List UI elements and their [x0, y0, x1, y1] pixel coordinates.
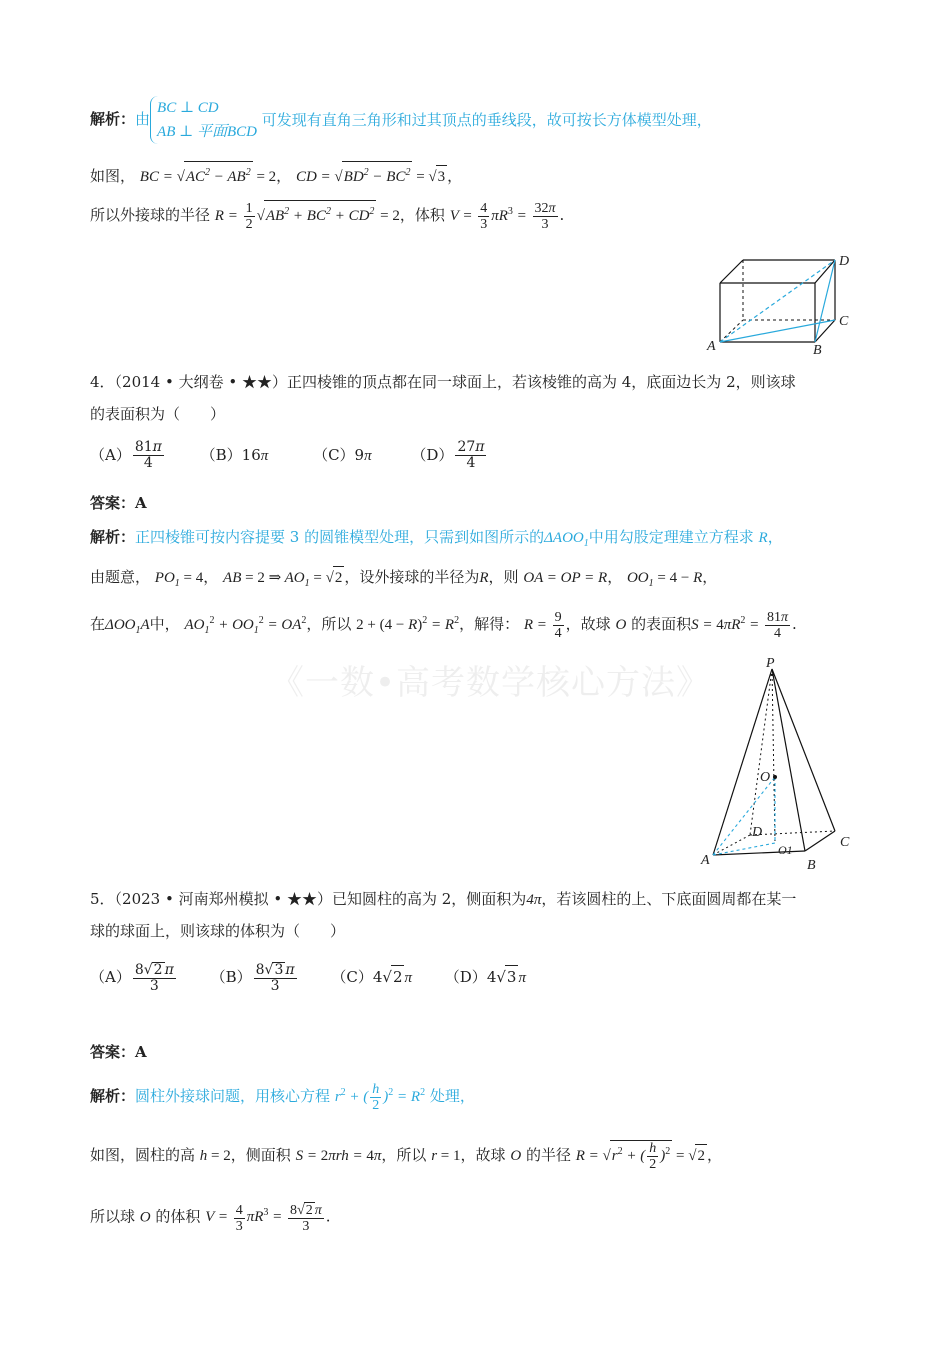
- q3-cuboid-figure: [705, 255, 855, 355]
- watermark: 《一数•高考数学核心方法》: [270, 663, 712, 703]
- q4-l1-mid: ，设外接球的半径为: [344, 568, 480, 586]
- q4-option-d: （D） $\frac{27\pi}{4}$: [411, 439, 485, 471]
- q4-label-B: B: [807, 858, 816, 870]
- q5-l2-lead: 所以球: [90, 1207, 136, 1226]
- q5-l1-mid: ，侧面积: [230, 1146, 291, 1164]
- q5-solution-line2: 如图，圆柱的高 h = 2，侧面积 S = 2πrh = 4π，所以 r = 1，故球 O 的半径 $R = √r^2$ + ( $\frac{h}{2}$ )$^2$ = √2 ，: [90, 1141, 722, 1173]
- q5-option-b: （B） $\frac{8√3 \pi}{3}$: [210, 962, 295, 994]
- q4-l2-mid3: ，解得：: [459, 615, 520, 633]
- q3-solution-line2: 如图， BC = $√AC^2 - AB^2 = 2$， CD = $√BD^2 - BC^2 = √3$ ，: [90, 161, 462, 188]
- q5-solution-line3: 所以球 O 的体积 V = $\frac{4}{3}$ $\pi R^3$ = $\frac{8√2 \pi}{3}$ .: [90, 1202, 331, 1234]
- q5-solution-label: 解析：: [90, 1087, 136, 1105]
- q3-l2-lead: 所以外接球的半径: [90, 206, 211, 224]
- q5-answer: 答案：A: [90, 1043, 147, 1061]
- q4-l2-mid4: ，故球: [565, 615, 611, 633]
- q4-hint: 正四棱锥可按内容提要 3 的圆锥模型处理，只需到如图所示的: [135, 528, 545, 546]
- q3-l1-lead: 如图，: [90, 167, 136, 185]
- q3-solution-label: 解析：: [90, 110, 136, 128]
- q5-l1-mid2: ，所以: [381, 1146, 427, 1164]
- q4-pyramid-figure: [695, 655, 865, 870]
- q4-options: [90, 440, 488, 471]
- q5-header-line1: 5．（2023 • 河南郑州模拟 • ★★）已知圆柱的高为 2，侧面积为4π，若该圆柱的上、下底面圆周都在某一: [90, 890, 797, 908]
- q5-option-c: （C）4√2 π: [331, 968, 412, 986]
- q4-header-line2: 的表面积为（ ）: [90, 405, 226, 423]
- q5-option-d: （D）4√3 π: [445, 968, 526, 986]
- q3-solution-line3: 所以外接球的半径 R = $\frac{1}{2}$ $√AB^2 + BC^2 + CD^2 = 2$，体积 V = $\frac{4}{3}$ $\pi R^3$ = $\frac{32\pi}{3}$ .: [90, 201, 565, 233]
- q5-header-line2: 球的球面上，则该球的体积为（ ）: [90, 922, 346, 940]
- q3-volume-formula: V = $\frac{4}{3}$ $\pi R^3$ = $\frac{32\pi}{3}$: [449, 201, 556, 233]
- q4-option-c: （C）9π: [313, 445, 372, 464]
- q4-l1-lead: 由题意，: [90, 568, 151, 586]
- q5-l1-lead: 如图，圆柱的高: [90, 1146, 196, 1164]
- q4-label-O1: O1: [778, 843, 793, 857]
- q3-l2-mid: ，体积: [399, 206, 445, 224]
- q5-l1-mid3: ，故球: [460, 1146, 506, 1164]
- q4-l2-mid5: 的表面积: [631, 615, 692, 633]
- q4-label-D: D: [752, 825, 763, 840]
- q5-l1-mid4: 的半径: [525, 1146, 571, 1164]
- q5-l2-mid: 的体积: [155, 1207, 201, 1226]
- q4-hint-tail: 中用勾股定理建立方程求: [588, 528, 754, 546]
- q4-answer: 答案：A: [90, 494, 147, 512]
- q4-l2-mid2: ，所以: [306, 615, 352, 633]
- q5-option-a: （A） $\frac{8√2 \pi}{3}$: [90, 962, 174, 994]
- q4-label-P: P: [766, 656, 775, 671]
- q3-radius-formula: R = $\frac{1}{2}$ $√AB^2 + BC^2 + CD^2 = 2$: [214, 201, 400, 233]
- q4-option-b: （B）16π: [200, 445, 269, 464]
- q3-label-C: C: [839, 314, 849, 329]
- q3-label-A: A: [707, 339, 716, 354]
- q5-hint-tail: 处理，: [429, 1087, 475, 1105]
- q5-options: [90, 962, 526, 994]
- q4-label-A: A: [701, 853, 710, 868]
- q4-header-line1: 4．（2014 • 大纲卷 • ★★）正四棱锥的顶点都在同一球面上，若该棱锥的高为 4，底面边长为 2，则该球: [90, 373, 796, 391]
- q4-l2-mid: 中，: [149, 615, 180, 633]
- q4-solution-line1: 解析：正四棱锥可按内容提要 3 的圆锥模型处理，只需到如图所示的$\Delta AOO_1$中用勾股定理建立方程求 R，: [90, 528, 783, 549]
- q3-label-D: D: [839, 255, 850, 269]
- q4-l1-mid2: ，则: [488, 568, 519, 586]
- q3-hint: 可发现有直角三角形和过其顶点的垂线段，故可按长方体模型处理，: [261, 111, 712, 129]
- q3-condition-system: [150, 96, 257, 144]
- q4-label-O: O: [760, 770, 771, 785]
- q5-header-text: 5．（2023 • 河南郑州模拟 • ★★）已知圆柱的高为 2，侧面积为: [90, 890, 527, 908]
- q4-solution-line2: 由题意， $PO_1 = 4$， AB = 2 ⇒ $AO_1 = √2$ ，设外接球的半径为R，则 OA = OP = R， $OO_1 = 4 - R$，: [90, 568, 718, 589]
- q4-label-C: C: [840, 835, 850, 850]
- q5-header-tail: ，若该圆柱的上、下底面圆周都在某一: [541, 890, 797, 908]
- q4-option-a: （A） $\frac{81\pi}{4}$: [90, 439, 162, 471]
- q3-bc-formula: BC = $√AC^2 - AB^2 = 2$: [140, 169, 276, 185]
- q5-hint: 圆柱外接球问题，用核心方程: [135, 1087, 331, 1105]
- q4-l2-lead: 在: [90, 615, 106, 633]
- q3-solution-line1: [90, 96, 712, 144]
- q3-cd-formula: CD = $√BD^2 - BC^2 = √3$: [296, 169, 447, 185]
- q5-solution-line1: 解析：圆柱外接球问题，用核心方程 $r^2$ + ( $\frac{h}{2}$ )$^2 = R^2$ 处理，: [90, 1082, 475, 1114]
- q3-condition-1: BC ⊥ CD: [157, 100, 219, 116]
- q4-solution-label: 解析：: [90, 528, 136, 546]
- q3-lead: 由: [135, 110, 151, 128]
- q4-solution-line3: 在$\Delta OO_1A$中， $AO_1^2 + OO_1^2 = OA^2$，所以 $2 + (4 - R)^2 = R^2$，解得： R = $\frac{9}{4}$ ，故球 O 的表面积$S = 4\pi R^2$ = $\frac{81\pi}{4}$ .: [90, 610, 797, 642]
- q3-label-B: B: [813, 343, 822, 355]
- q3-condition-2: AB ⊥ 平面BCD: [157, 124, 257, 140]
